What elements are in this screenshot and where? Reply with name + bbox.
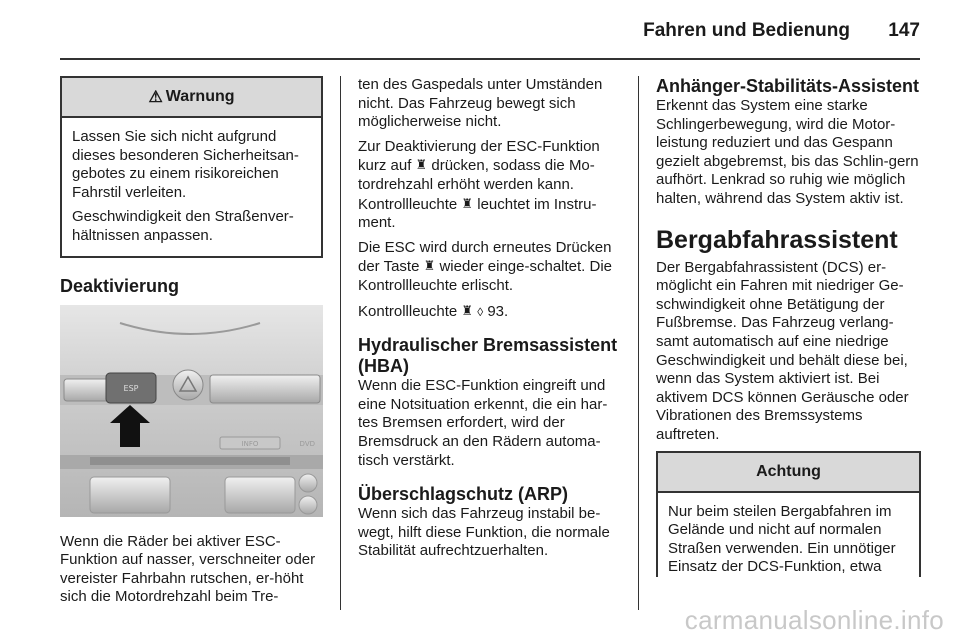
dcs-text: Der Bergabfahrassistent (DCS) er-möglicht ein Fahren mit niedriger Ge-schwindigkeit ohne Betätigung der Fußbremse. Das Fahrzeug verlang-samt automatisch auf eine niedrige Geschwindigkeit und behält diese bei, wenn das System aktiviert ist. Bei aktivem DCS können Geräusche oder Vibrationen des Bremssystems auftreten. — [656, 258, 909, 443]
esc-off-icon: ♜ — [423, 258, 436, 274]
header-title: Fahren und Bedienung — [643, 20, 850, 41]
deactivation-paragraph-2: Zur Deaktivierung der ESC-Funktion kurz auf ♜ drücken, sodass die Mo-tordrehzahl erhöht werden kann. — [358, 137, 600, 193]
warning-box-header — [62, 78, 321, 118]
info-button-label: INFO — [241, 439, 259, 448]
caution-label: Achtung — [756, 462, 821, 480]
section-heading-dcs: Bergabfahrassistent — [656, 225, 898, 254]
header-rule — [60, 58, 920, 60]
dvd-button-label: DVD — [299, 439, 315, 448]
column-2 — [358, 76, 620, 567]
hba-text: Wenn die ESC-Funktion eingreift und eine Notsituation erkennt, die ein har-tes Bremsen erfordert, wird der Bremsdruck an den Rädern automa-tisch verstärkt. — [358, 377, 608, 469]
warning-label: Warnung — [165, 88, 235, 105]
section-heading-deactivation: Deaktivierung — [60, 275, 180, 296]
caution-text: Nur beim steilen Bergabfahren im Gelände und nicht auf normalen Straßen verwenden. Ein unnötiger Einsatz der DCS-Funktion, etwa — [668, 502, 896, 576]
section-heading-trailer: Anhänger-Stabilitäts-Assistent — [656, 76, 920, 96]
deactivation-paragraph-4: Kontrollleuchte ♜ ◊ 93. — [358, 302, 509, 320]
reference-arrow-icon: ◊ — [477, 304, 484, 319]
page-reference[interactable]: 93. — [487, 302, 509, 320]
column-divider — [638, 76, 639, 610]
column-3 — [656, 76, 921, 577]
warning-paragraph: Lassen Sie sich nicht aufgrund dieses besonderen Sicherheitsan-gebotes zu einem risikoreichen Fahrstil verleiten. — [72, 128, 299, 201]
caution-box-header — [658, 453, 919, 493]
caution-box — [656, 451, 921, 577]
section-heading-hba: Hydraulischer Bremsassistent (HBA) — [358, 335, 618, 377]
warning-box — [60, 76, 323, 258]
esc-off-icon: ♜ — [461, 195, 474, 211]
esp-button-label: ESP — [123, 383, 139, 393]
deactivation-paragraph-2b: Kontrollleuchte ♜ leuchtet im Instru-ment. — [358, 195, 597, 232]
deactivation-text-start: Wenn die Räder bei aktiver ESC-Funktion auf nasser, verschneiter oder vereister Fahrbahn rutschen, er-höht sich die Motordrehzahl beim Tre- — [60, 532, 316, 606]
watermark: carmanualsonline.info — [684, 605, 944, 635]
esc-off-icon: ♜ — [415, 157, 428, 173]
page-number: 147 — [888, 20, 920, 41]
section-heading-arp: Überschlagschutz (ARP) — [358, 484, 569, 505]
deactivation-paragraph-3: Die ESC wird durch erneutes Drücken der Taste ♜ wieder einge-schaltet. Die Kontrollleuchte erlischt. — [358, 238, 613, 294]
esc-off-icon: ♜ — [461, 302, 474, 318]
trailer-text: Erkennt das System eine starke Schlingerbewegung, wird die Motor-leistung reduziert und das Gespann gezielt abgebremst, bis das Schlin-gern aufhört. Lenkrad so ruhig wie möglich halten, während das System aktiv ist. — [656, 97, 919, 207]
caution-box-body — [658, 493, 919, 577]
column-1 — [60, 76, 323, 607]
console-illustration — [60, 305, 323, 517]
arp-text: Wenn sich das Fahrzeug instabil be-wegt, hilft diese Funktion, die normale Stabilität aufrechtzuerhalten. — [358, 505, 610, 560]
column-divider — [340, 76, 341, 610]
warning-box-body — [62, 118, 321, 256]
deactivation-text-cont: ten des Gaspedals unter Umständen nicht. Das Fahrzeug bewegt sich möglicherweise nicht. — [358, 76, 603, 131]
warning-paragraph: Geschwindigkeit den Straßenver-hältnissen anpassen. — [72, 208, 294, 244]
console-photo — [60, 305, 323, 517]
warning-triangle-icon: ⚠ — [148, 89, 163, 106]
